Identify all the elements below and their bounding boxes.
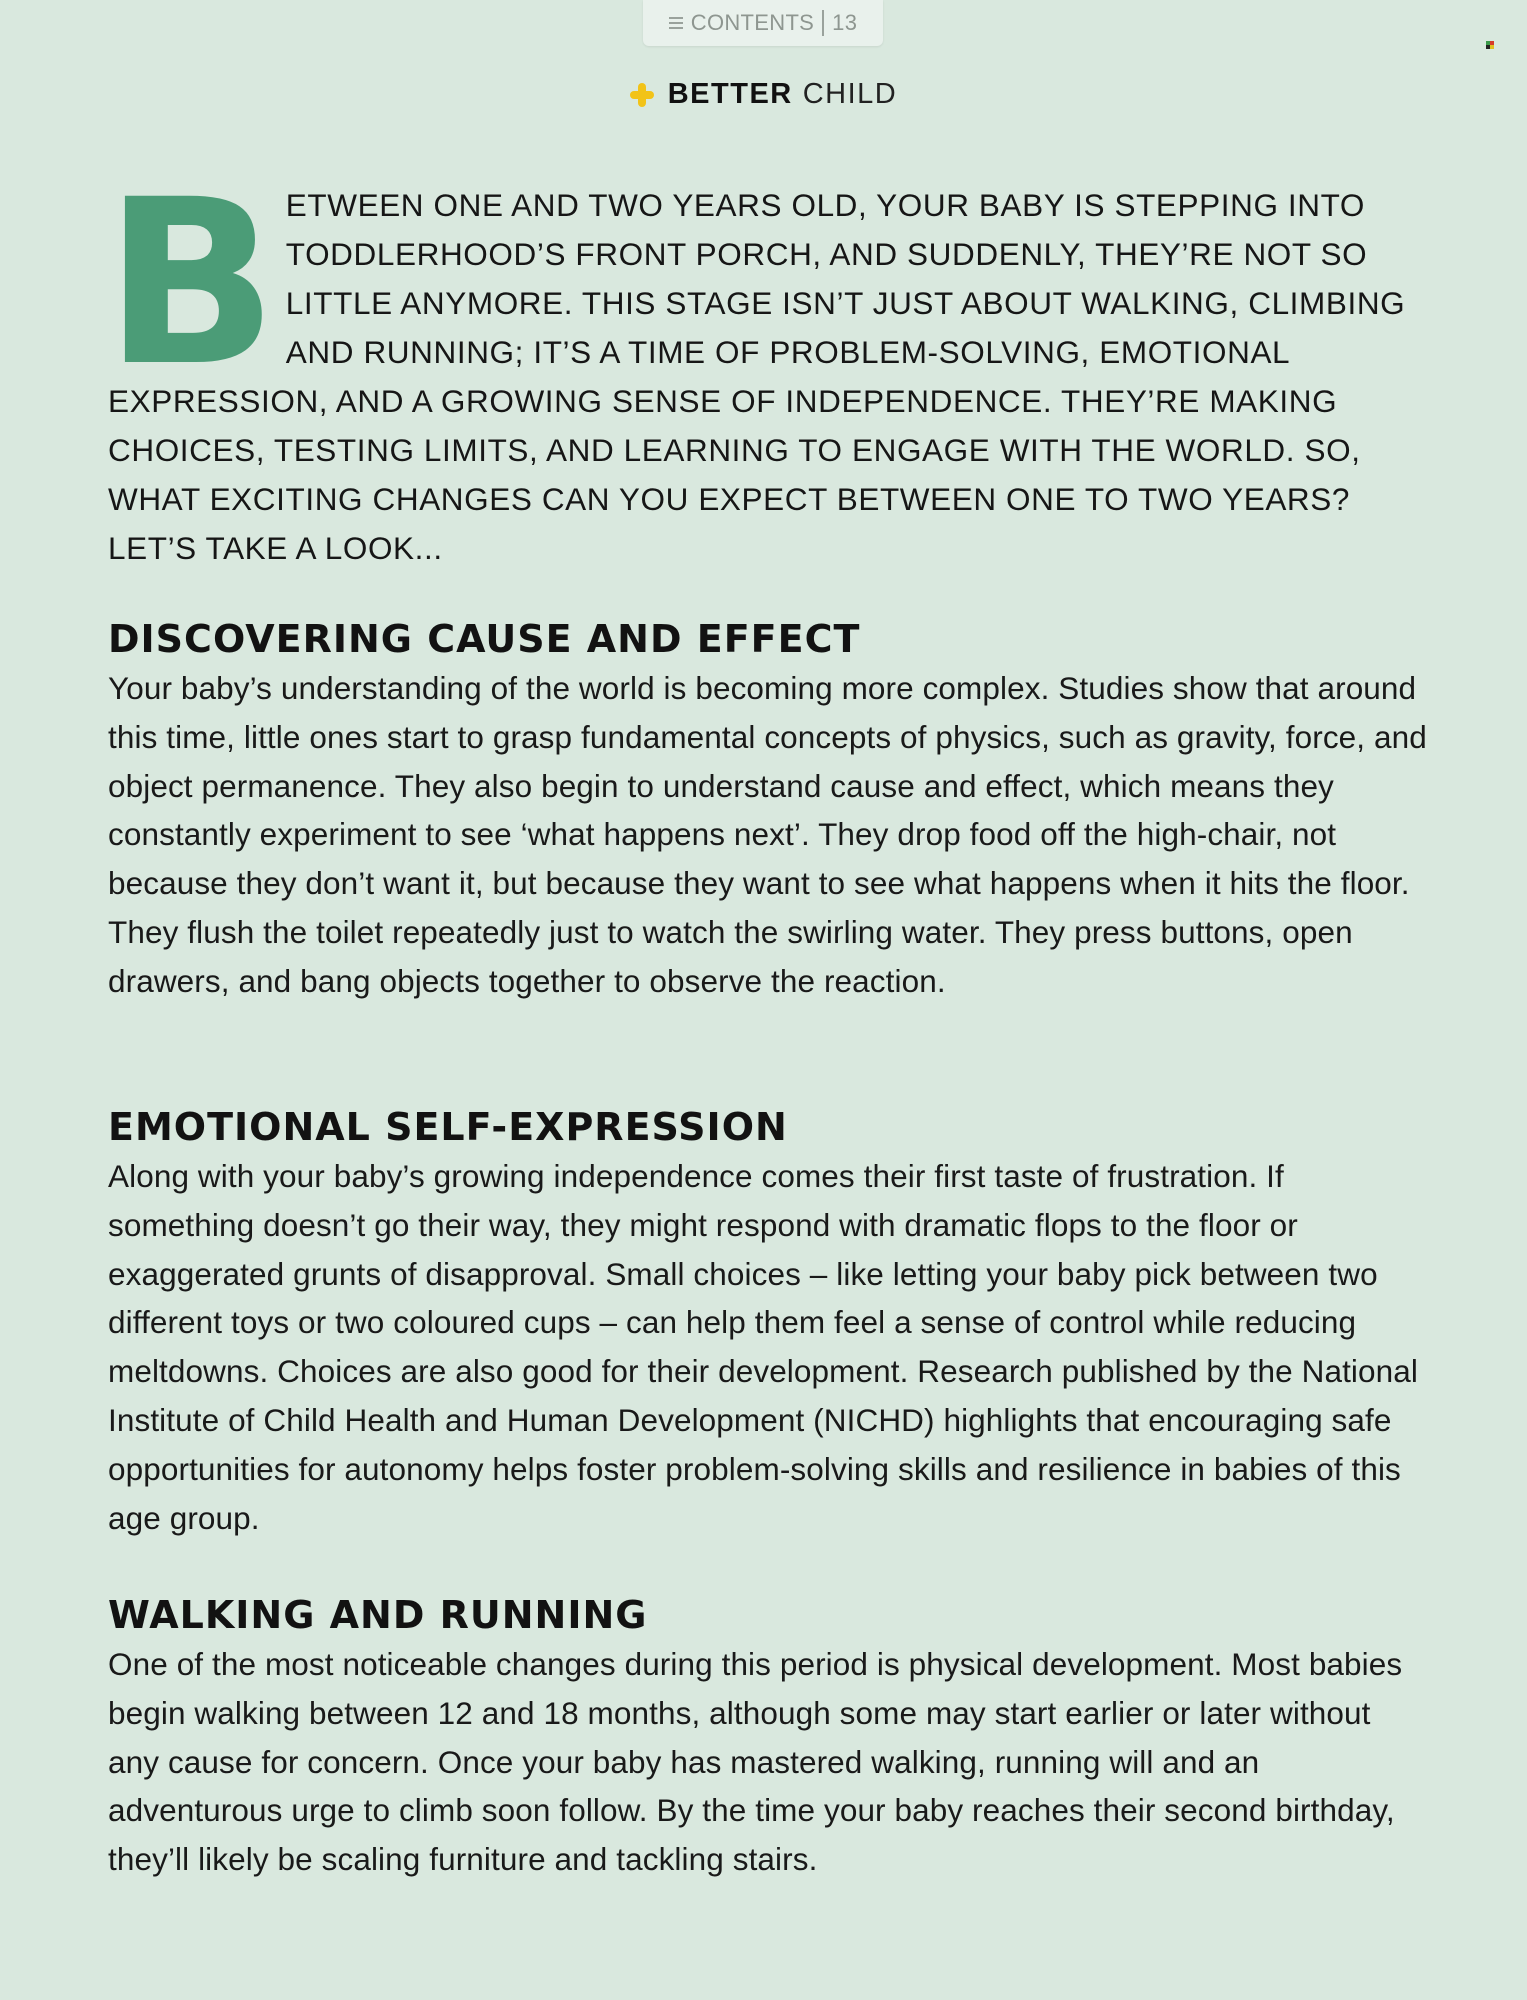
section-header-light: CHILD	[802, 78, 898, 110]
plus-icon	[630, 83, 654, 107]
section-heading: WALKING AND RUNNING	[108, 1593, 648, 1637]
section-heading: EMOTIONAL SELF-EXPRESSION	[108, 1105, 788, 1149]
intro	[104, 150, 1408, 573]
section-body: Your baby’s understanding of the world is becoming more complex. Studies show that around this time, little ones start to grasp fundamental concepts of physics, such as gravity, force, and object permanence. They also begin to understand cause and effect, which means they constantly experiment to see ‘what happens next’. They drop food off the high-chair, not because they don’t want it, but because they want to see what happens when it hits the floor. They flush the toilet repeatedly just to watch the swirling water. They press buttons, open drawers, and bang objects together to observe the reaction.	[108, 670, 1427, 999]
section-body: Along with your baby’s growing independence comes their first taste of frustration. If something doesn’t go their way, they might respond with dramatic flops to the floor or exaggerated grunts of disapproval. Small choices – like letting your baby pick between two different toys or two coloured cups – can help them feel a sense of control while reducing meltdowns. Choices are also good for their development. Research published by the National Institute of Child Health and Human Development (NICHD) highlights that encouraging safe opportunities for autonomy helps foster problem-solving skills and resilience in babies of this age group.	[108, 1158, 1418, 1536]
section-emotional-expression	[108, 1102, 1428, 1542]
menu-icon	[669, 17, 683, 29]
section-heading: DISCOVERING CAUSE AND EFFECT	[108, 617, 861, 661]
contents-tab[interactable]	[643, 0, 883, 46]
page-number: 13	[832, 10, 858, 35]
section-body: One of the most noticeable changes during this period is physical development. Most babies begin walking between 12 and 18 months, although some may start earlier or later without any cause for concern. Once your baby has mastered walking, running will and an adventurous urge to climb soon follow. By the time your baby reaches their second birthday, they’ll likely be scaling furniture and tackling stairs.	[108, 1646, 1403, 1878]
contents-label: CONTENTS	[690, 10, 815, 35]
section-cause-effect	[108, 614, 1428, 1006]
corner-mark	[1486, 41, 1494, 49]
section-walking-running	[108, 1590, 1428, 1884]
drop-cap: B	[104, 150, 272, 416]
contents-divider	[822, 10, 824, 36]
section-header-bold: BETTER	[667, 78, 793, 110]
intro-text: ETWEEN ONE AND TWO YEARS OLD, YOUR BABY IS STEPPING INTO TODDLERHOOD’S FRONT PORCH, AND SUDDENLY, THEY’RE NOT SO LITTLE ANYMORE. THIS STAGE ISN’T JUST ABOUT WALKING, CLIMBING AND RUNNING; IT’S A TIME OF PROBLEM-SOLVING, EMOTIONAL EXPRESSION, AND A GROWING SENSE OF INDEPENDENCE. THEY’RE MAKING CHOICES, TESTING LIMITS, AND LEARNING TO ENGAGE WITH THE WORLD. SO, WHAT EXCITING CHANGES CAN YOU EXPECT BETWEEN ONE TO TWO YEARS? LET’S TAKE A LOOK...	[108, 187, 1406, 566]
section-header	[0, 78, 1527, 111]
